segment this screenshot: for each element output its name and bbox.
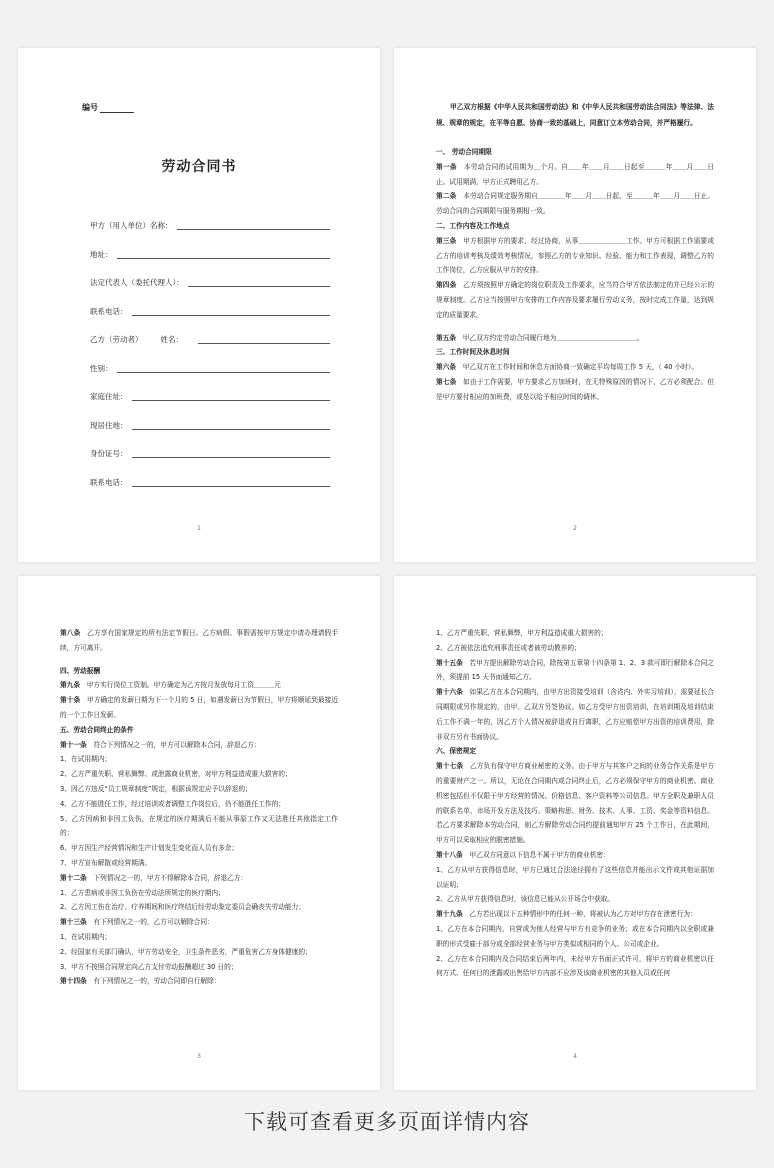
contract-page-4: [394, 576, 756, 1090]
field-line: [132, 448, 331, 458]
page-number: 3: [197, 1053, 201, 1060]
intro-paragraph: 甲乙双方根据《中华人民共和国劳动法》和《中华人民共和国劳动法合同法》等法律、法规、规章的规定，在平等自愿、协商一致的基础上，同意订立本劳动合同，并严格履行。: [436, 103, 714, 127]
section-heading: 四、劳动报酬: [60, 666, 101, 675]
field-line: [198, 334, 330, 344]
list-item: 2、乙方被依法追究刑事责任或者被劳动教养的；: [436, 643, 581, 652]
list-item: 2、乙方因工伤在治疗、疗养期间和医疗终结后经劳动鉴定委员会确丧失劳动能力；: [60, 903, 306, 912]
party-fields: [90, 220, 330, 505]
article: 第十三条 有下列情况之一的，乙方可以解除合同：: [60, 918, 214, 927]
contract-page-1: [18, 48, 380, 562]
article: 第十八条 甲乙双方同意以下信息不属于甲方的商业机密：: [436, 850, 610, 859]
list-item: 1、乙方患病或非因工负伤在劳动法所规定的医疗期内；: [60, 888, 225, 897]
list-item: 2、乙方严重失职、营私舞弊、或泄露商业机密，对甲方利益造成重大损害的；: [60, 770, 292, 779]
article: 第四条 乙方须按照甲方确定的岗位职责及工作要求，应当符合甲方依法制定的并已经公示的规章制度。乙方应当按照甲方安排的工作内容及要求履行劳动义务，按时完成工作量，达到规定的质量要求。: [436, 281, 715, 319]
article: 第十四条 有下列情况之一的，劳动合同即自行解除：: [60, 977, 221, 986]
article: 第六条 甲乙双方在工作时间和休息方面协商一致确定平均每周工作 5 天，（ 40 小时）。: [436, 363, 699, 372]
article: 第十七条 乙方负有保守甲方商业秘密的义务。由于甲方与其客户之间的业务合作关系是甲方的重要财产之一。所以，无论在合同期内或合同终止后，乙方必须保守甲方的商业机密。商业机密包括但不仅限于甲方经营的情况、价格信息、客户资料等公司信息。甲方全职及兼职人员的联系名单、市场开发方法及技巧、策略构思、财务、技术、人事、工资、奖金等资料信息。若乙方要求解除本劳动合同，则乙方解除劳动合同约提前通知甲方 25 个工作日，在此期间，甲方可以采取相应的脱密措施。: [436, 762, 715, 845]
field-line: [117, 363, 331, 373]
field-employer-name: [90, 220, 330, 249]
field-line: [132, 420, 331, 430]
field-label: 家庭住址：: [90, 392, 128, 401]
contract-title: 劳动合同书: [161, 159, 237, 175]
field-line: [117, 249, 331, 259]
list-item: 3、因乙方违反“员工规章制度”规定，根据该规定应予以辞退的；: [60, 784, 252, 793]
section-heading: 二、工作内容及工作地点: [436, 221, 510, 230]
contract-page-3: [18, 576, 380, 1090]
article: 第十二条 下列情况之一的，甲方不得解除本合同，辞退乙方：: [60, 873, 248, 882]
page-number: 4: [573, 1053, 577, 1060]
list-item: 2、乙方从甲方获得信息时，该信息已能从公开场合中获取。: [436, 895, 615, 904]
field-label: 性别：: [90, 363, 113, 373]
page-body: [436, 100, 714, 405]
list-item: 1、在试用期内；: [60, 932, 112, 941]
contract-number-label: 编号: [82, 103, 98, 112]
list-item: 1、在试用期内；: [60, 755, 112, 764]
article: 第七条 如由于工作需要，甲方要求乙方加班时，在无特殊原因的情况下，乙方必须配合。但是甲方要付相应的加班费，或是以给予相应时间的调休。: [436, 377, 715, 401]
contract-page-2: [394, 48, 756, 562]
field-line: [188, 277, 330, 287]
field-label: 现居住地：: [90, 420, 128, 430]
field-line: [132, 306, 331, 316]
field-label: 法定代表人（委托代理人）：: [90, 278, 184, 287]
field-current-residence: [90, 420, 330, 449]
field-label: 联系电话：: [90, 477, 128, 487]
field-label: 姓名：: [160, 335, 183, 344]
page-number: 1: [197, 525, 201, 532]
article: 第十一条 符合下列情况之一的，甲方可以解除本合同，辞退乙方：: [60, 740, 261, 749]
field-line: [132, 391, 331, 401]
list-item: 5、乙方因病和非因工负伤，在规定的医疗期满后不能从事原工作又无法胜任其他指定工作的；: [60, 814, 338, 838]
article: 第一条 本劳动合同的试用期为＿个月。自＿＿年＿＿月＿＿日起至＿＿＿年＿＿月＿＿日止。试用期满，甲方正式聘用乙方。: [436, 162, 715, 186]
list-item: 2、经国家有关部门确认，甲方劳动安全，卫生条件恶劣，严重危害乙方身体健康的；: [60, 947, 312, 956]
list-item: 6、甲方因生产经营情况和生产计划发生变化而人员有多余；: [60, 844, 239, 853]
list-item: 2、乙方在本合同期内及合同结束后两年内，未经甲方书面正式许可，将甲方的商业机密以任何方式、任何目的泄露或出售给甲方内部不应涉及该商业机密的其他人员或任何: [436, 954, 714, 978]
field-id-number: [90, 448, 330, 477]
contract-number: [82, 102, 134, 113]
field-gender: [90, 363, 330, 392]
field-home-address: [90, 391, 330, 420]
field-employee-phone: [90, 477, 330, 506]
field-label: 甲方（用人单位）名称：: [90, 221, 173, 230]
page-body: [60, 626, 338, 989]
list-item: 7、甲方宣布解散或经营期满。: [60, 858, 152, 867]
article: 第十九条 乙方若出现以下五种情形中的任何一种，将被认为乙方对甲方存在泄密行为：: [436, 910, 697, 919]
field-employee-name: [90, 334, 330, 363]
field-label: 联系电话：: [90, 306, 128, 316]
page-body: [436, 626, 714, 981]
field-label: 身份证号：: [90, 449, 128, 458]
list-item: 1、乙方在本合同期内，自营或为他人经营与甲方有竞争的业务；或在本合同期内以全职或兼职的形式受雇于部分或全部经营业务与甲方类似或相同的个人、公司或企业。: [436, 924, 714, 948]
list-item: 1、乙方从甲方获得信息时，甲方已通过合法途径拥有了这些信息并能出示文件或其他证据加以证明；: [436, 865, 714, 889]
list-item: 1、乙方严重失职，营私舞弊，甲方利益造成重大损害的；: [436, 629, 608, 637]
section-heading: 三、工作时间及休息时间: [436, 348, 510, 357]
page-number: 2: [573, 525, 577, 532]
field-label: 乙方（劳动者）: [90, 335, 143, 344]
article: 第五条 甲乙双方约定劳动合同履行地为＿＿＿＿＿＿＿＿＿＿＿＿。: [436, 333, 644, 342]
field-line: [177, 220, 331, 230]
article: 第八条 乙方享有国家规定的所有法定节假日。乙方病假、事假需按甲方规定申请办理请假手续，方可离开。: [60, 629, 339, 652]
download-more-caption: 下载可查看更多页面详情内容: [244, 1110, 530, 1134]
article: 第十五条 若甲方提出解除劳动合同，除按第五章第十四条第 1、2、3 款可即行解除本合同之外，须提前 15 天书面通知乙方。: [436, 658, 715, 682]
field-address: [90, 249, 330, 278]
section-heading: 五、劳动合同终止的条件: [60, 725, 134, 734]
contract-number-line: [100, 104, 134, 113]
article: 第十六条 如果乙方在本合同期内，由甲方出资接受培训（含省内、外实习培训），需要延长合同期限或另作规定的，由甲、乙双方另签协议。如乙方受甲方出资培训，在培训期及培训结束后工作不满一年的，因乙方个人情况被辞退或自行离职，乙方应赔偿甲方出资的培训费用，除非双方另有书面协议。: [436, 688, 714, 741]
article: 第十条 甲方确定的发薪日期为下一个月的 5 日，如遇发薪日为节假日，甲方将顺延到最接近的一个工作日发薪。: [60, 696, 339, 719]
field-legal-rep: [90, 277, 330, 306]
field-employer-phone: [90, 306, 330, 335]
list-item: 3、甲方不按照合同规定向乙方支付劳动报酬超过 30 日的；: [60, 962, 238, 971]
section-heading: 六、保密规定: [436, 747, 477, 756]
article: 第三条 甲方根据甲方的要求，经过协商，从事＿＿＿＿＿＿＿工作。甲方可根据工作需要或乙方的培训考核及绩效考核情况，参照乙方的专业知识、经验、能力和工作表现，调整乙方的工作岗位，乙方应服从甲方的安排。: [436, 236, 715, 275]
article: 第二条 本劳动合同规定服务期自＿＿＿＿年＿＿月＿＿日起，至＿＿＿年＿＿月＿＿日止。劳动合同的合同期限与服务期相一致。: [436, 192, 715, 216]
field-line: [132, 477, 331, 487]
section-heading: 一、 劳动合同期限: [436, 148, 492, 156]
field-label: 地址：: [90, 249, 113, 259]
article: 第九条 甲方实行岗位工资制。甲方确定为乙方按月发放每月工资＿＿＿元: [60, 681, 281, 690]
list-item: 4、乙方不能胜任工作，经过培训或者调整工作岗位后，仍不能胜任工作的；: [60, 799, 285, 808]
